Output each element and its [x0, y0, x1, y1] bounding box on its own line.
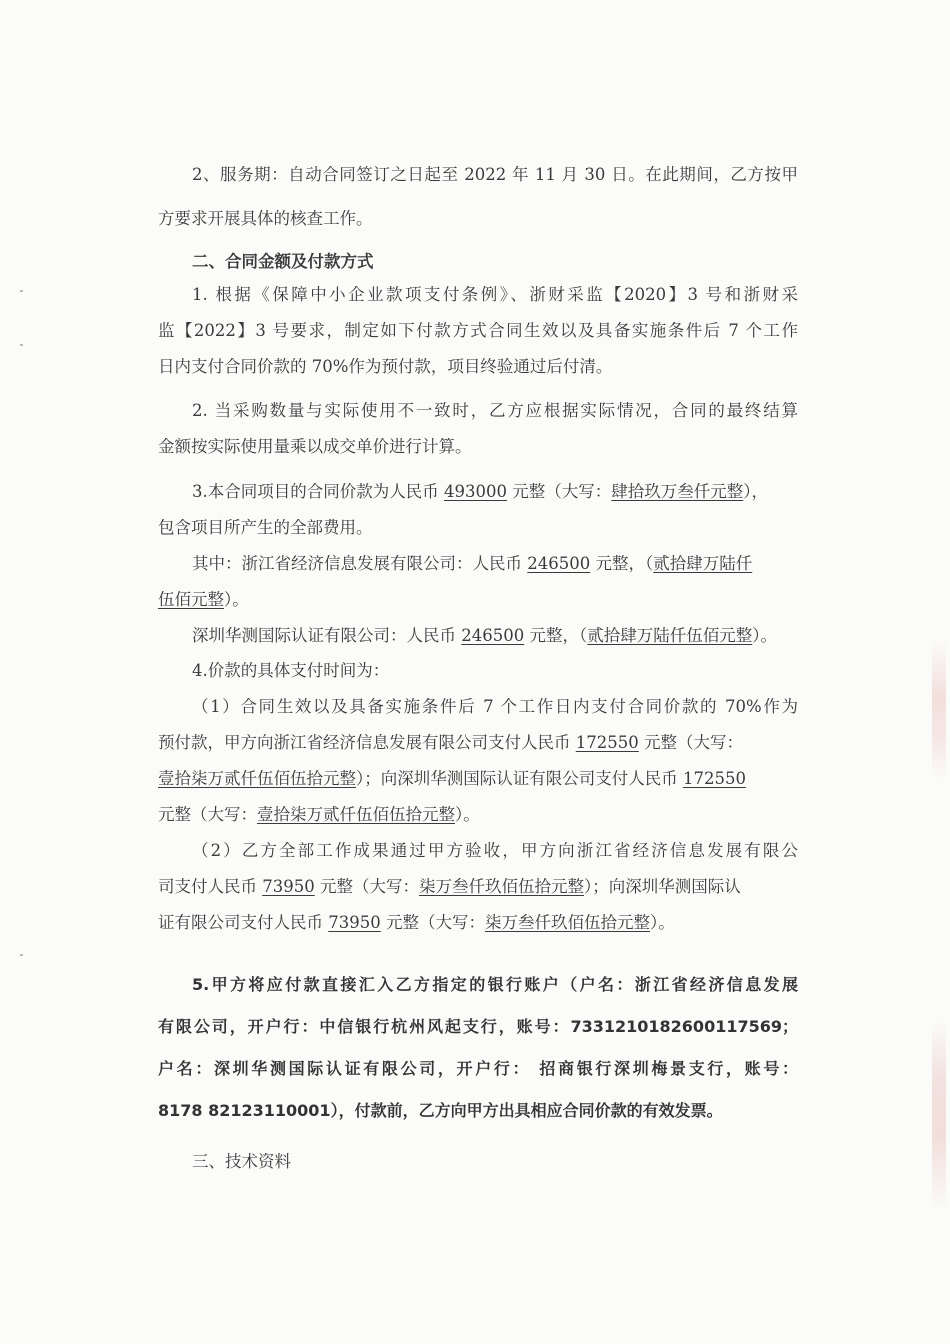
contract-price-line-2: 包含项目所产生的全部费用。	[158, 518, 373, 537]
advance-payment-line-1: （1）合同生效以及具备实施条件后 7 个工作日内支付合同价款的 70%作为	[192, 697, 798, 716]
contract-price-words: 肆拾玖万叁仟元整	[611, 482, 744, 501]
scan-speck	[20, 954, 23, 956]
share-shenzhen-amount: 246500	[461, 626, 525, 645]
service-period-line-2: 方要求开展具体的核查工作。	[158, 209, 373, 228]
final-payment-line-1: （2）乙方全部工作成果通过甲方验收，甲方向浙江省经济信息发展有限公	[192, 841, 798, 860]
payment-clause-1-line-1: 1. 根据《保障中小企业款项支付条例》、浙财采监【2020】3 号和浙财采	[192, 285, 798, 304]
payment-schedule-title: 4.价款的具体支付时间为：	[192, 661, 390, 680]
share-shenzhen-words: 贰拾肆万陆仟伍佰元整	[587, 626, 753, 645]
bank-account-line-1: 5.甲方将应付款直接汇入乙方指定的银行账户（户名：浙江省经济信息发展	[192, 975, 798, 994]
bank-account-line-2: 有限公司，开户行：中信银行杭州风起支行，账号：7331210182600117569；	[158, 1017, 798, 1036]
payment-clause-1-line-3: 日内支付合同价款的 70%作为预付款，项目终验通过后付清。	[158, 357, 613, 376]
advance-payment-line-2: 预付款，甲方向浙江省经济信息发展有限公司支付人民币 172550 元整（大写：	[158, 733, 743, 752]
final-zhejiang-words: 柒万叁仟玖佰伍拾元整	[419, 877, 584, 896]
bank-account-line-3: 户名：深圳华测国际认证有限公司，开户行： 招商银行深圳梅景支行，账号：	[158, 1059, 798, 1078]
share-shenzhen-line: 深圳华测国际认证有限公司：人民币 246500 元整，（贰拾肆万陆仟伍佰元整）。	[192, 626, 777, 645]
advance-shenzhen-words: 壹拾柒万贰仟伍佰伍拾元整	[257, 805, 455, 824]
final-shenzhen-words: 柒万叁仟玖佰伍拾元整	[485, 913, 650, 932]
final-payment-line-2: 司支付人民币 73950 元整（大写：柒万叁仟玖佰伍拾元整）；向深圳华测国际认	[158, 877, 741, 896]
section-heading-payment: 二、合同金额及付款方式	[192, 252, 374, 271]
scan-speck	[20, 344, 23, 346]
final-payment-line-3: 证有限公司支付人民币 73950 元整（大写：柒万叁仟玖佰伍拾元整）。	[158, 913, 675, 932]
bank-account-line-4: 8178 82123110001），付款前，乙方向甲方出具相应合同价款的有效发票。	[158, 1101, 723, 1120]
scan-speck	[20, 290, 23, 292]
payment-clause-2-line-2: 金额按实际使用量乘以成交单价进行计算。	[158, 437, 472, 456]
share-zhejiang-line-2: 伍佰元整）。	[158, 590, 249, 609]
contract-price-amount: 493000	[444, 482, 507, 501]
advance-payment-line-4: 元整（大写：壹拾柒万贰仟伍佰伍拾元整）。	[158, 805, 480, 824]
seal-seam-mark-lower	[932, 1020, 946, 1210]
share-zhejiang-words-part-1: 贰拾肆万陆仟	[653, 554, 753, 573]
seal-seam-mark	[932, 640, 946, 780]
final-zhejiang-amount: 73950	[262, 877, 315, 896]
share-zhejiang-amount: 246500	[527, 554, 591, 573]
advance-zhejiang-amount: 172550	[575, 733, 639, 752]
section-heading-technical: 三、技术资料	[192, 1152, 291, 1171]
advance-payment-line-3: 壹拾柒万贰仟伍佰伍拾元整）；向深圳华测国际认证有限公司支付人民币 172550	[158, 769, 746, 788]
final-shenzhen-amount: 73950	[328, 913, 381, 932]
advance-zhejiang-words: 壹拾柒万贰仟伍佰伍拾元整	[158, 769, 356, 788]
payment-clause-1-line-2: 监【2022】3 号要求，制定如下付款方式合同生效以及具备实施条件后 7 个工作	[158, 321, 798, 340]
contract-price-line-1: 3.本合同项目的合同价款为人民币 493000 元整（大写：肆拾玖万叁仟元整），	[192, 482, 768, 501]
share-zhejiang-line-1: 其中：浙江省经济信息发展有限公司：人民币 246500 元整，（贰拾肆万陆仟	[192, 554, 753, 573]
service-period-line-1: 2、服务期：自动合同签订之日起至 2022 年 11 月 30 日。在此期间，乙方按甲	[192, 165, 798, 184]
payment-clause-2-line-1: 2. 当采购数量与实际使用不一致时，乙方应根据实际情况，合同的最终结算	[192, 401, 798, 420]
share-zhejiang-words-part-2: 伍佰元整	[158, 590, 224, 609]
advance-shenzhen-amount: 172550	[683, 769, 746, 788]
